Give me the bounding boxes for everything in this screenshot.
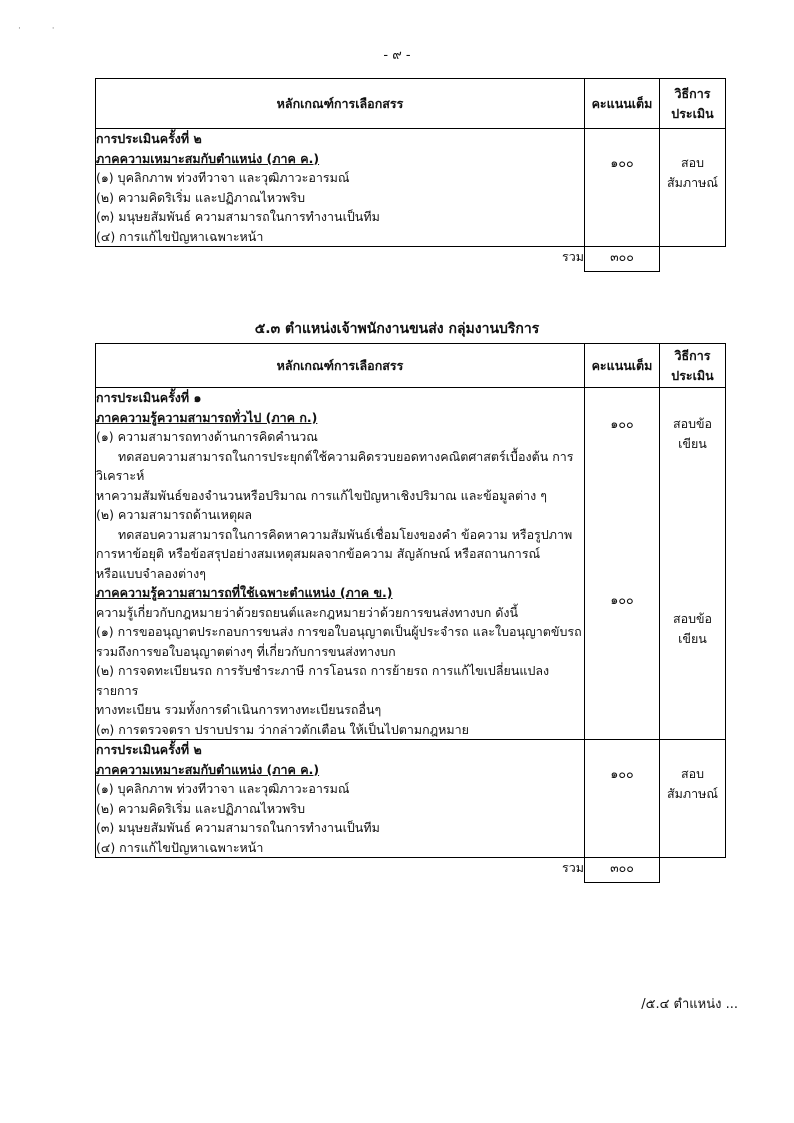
part-b-title: ภาคความรู้ความสามารถที่ใช้เฉพาะตำแหน่ง (ภาค ข.) <box>96 585 393 600</box>
part-a-item-1-desc: หาความสัมพันธ์ของจำนวนหรือปริมาณ การแก้ไขปัญหาเชิงปริมาณ และข้อมูลต่าง ๆ <box>96 487 547 503</box>
part-a-item-1: (๑) ความสามารถทางด้านการคิดคำนวณ <box>96 429 318 444</box>
method-cell <box>660 388 726 740</box>
header-method <box>660 79 726 129</box>
method-cell: สอบสัมภาษณ์ <box>660 129 726 247</box>
part-a-item-2-desc: ทดสอบความสามารถในการคิดหาความสัมพันธ์เชื่อมโยงของคำ ข้อความ หรือรูปภาพ <box>118 526 573 542</box>
header-method <box>660 344 726 388</box>
criteria-cell <box>96 129 585 247</box>
score-cell: ๑๐๐ <box>585 129 660 247</box>
header-full-score: คะแนนเต็ม <box>585 344 660 388</box>
method-cell: สอบสัมภาษณ์ <box>660 740 726 858</box>
total-label: รวม <box>96 247 585 272</box>
page-number: - ๙ - <box>383 48 411 63</box>
header-method-line2: ประเมิน <box>671 105 714 121</box>
total-row <box>96 247 726 272</box>
criteria-table-2 <box>95 343 726 883</box>
criteria-cell <box>96 740 585 858</box>
part-a-title: ภาคความรู้ความสามารถทั่วไป (ภาค ก.) <box>96 409 318 425</box>
part-b-intro: ความรู้เกี่ยวกับกฎหมายว่าด้วยรถยนต์และกฎหมายว่าด้วยการขนส่งทางบก ดังนี้ <box>96 604 519 620</box>
part-a-item-1-desc: ทดสอบความสามารถในการประยุกต์ใช้ความคิดรวบยอดทางคณิตศาสตร์เบื้องต้น การวิเคราะห์ <box>96 448 574 483</box>
header-criteria: หลักเกณฑ์การเลือกสรร <box>96 79 585 129</box>
criteria-cell <box>96 388 585 740</box>
round-title: การประเมินครั้งที่ ๒ <box>96 742 202 757</box>
part-a-item-2-desc: การหาข้อยุติ หรือข้อสรุปอย่างสมเหตุสมผลจากข้อความ สัญลักษณ์ หรือสถานการณ์ <box>96 546 541 561</box>
table-row-round2 <box>96 740 726 858</box>
header-method-line1: วิธีการ <box>674 347 711 363</box>
list-item: (๓) มนุษยสัมพันธ์ ความสามารถในการทำงานเป็นทีม <box>96 209 380 224</box>
total-row <box>96 858 726 883</box>
list-item: (๒) ความคิดริเริ่ม และปฏิภาณไหวพริบ <box>96 800 306 816</box>
part-a-item-2-desc: หรือแบบจำลองต่างๆ <box>96 565 206 581</box>
score-cell: ๑๐๐ <box>585 740 660 858</box>
part-a-item-2: (๒) ความสามารถด้านเหตุผล <box>96 507 253 522</box>
continuation-note: /๕.๔ ตำแหน่ง ... <box>641 997 738 1012</box>
part-b-method: สอบข้อเขียน <box>672 611 713 646</box>
list-item: (๔) การแก้ไขปัญหาเฉพาะหน้า <box>96 839 264 855</box>
part-b-item-3: (๓) การตรวจตรา ปราบปราม ว่ากล่าวตักเตือน ให้เป็นไปตามกฎหมาย <box>96 721 469 737</box>
score-cell <box>585 388 660 740</box>
header-full-score: คะแนนเต็ม <box>585 79 660 129</box>
part-title: ภาคความเหมาะสมกับตำแหน่ง (ภาค ค.) <box>96 761 320 777</box>
table-row-round2 <box>96 129 726 247</box>
total-value: ๓๐๐ <box>585 247 660 272</box>
part-a-score: ๑๐๐ <box>610 416 634 431</box>
header-method-line1: วิธีการ <box>674 85 711 101</box>
part-title: ภาคความเหมาะสมกับตำแหน่ง (ภาค ค.) <box>96 150 320 166</box>
part-b-item-2: (๒) การจดทะเบียนรถ การรับชำระภาษี การโอนรถ การย้ายรถ การแก้ไขเปลี่ยนแปลงรายการ <box>96 663 550 698</box>
header-criteria: หลักเกณฑ์การเลือกสรร <box>96 344 585 388</box>
header-method-line2: ประเมิน <box>671 367 714 383</box>
section-title: ๕.๓ ตำแหน่งเจ้าพนักงานขนส่ง กลุ่มงานบริการ <box>254 321 540 337</box>
scan-specks: · · <box>18 24 69 34</box>
total-value: ๓๐๐ <box>585 858 660 883</box>
table-header-row <box>96 344 726 388</box>
round-title: การประเมินครั้งที่ ๒ <box>96 131 202 146</box>
table-row-round1 <box>96 388 726 740</box>
part-b-item-2-cont: ทางทะเบียน รวมทั้งการดำเนินการทางทะเบียนรถอื่นๆ <box>96 702 382 717</box>
total-label: รวม <box>96 858 585 883</box>
list-item: (๓) มนุษยสัมพันธ์ ความสามารถในการทำงานเป็นทีม <box>96 820 380 835</box>
list-item: (๑) บุคลิกภาพ ท่วงทีวาจา และวุฒิภาวะอารมณ์ <box>96 781 350 796</box>
part-a-method: สอบข้อเขียน <box>672 416 713 451</box>
round-title: การประเมินครั้งที่ ๑ <box>96 390 202 405</box>
list-item: (๔) การแก้ไขปัญหาเฉพาะหน้า <box>96 228 264 244</box>
part-b-score: ๑๐๐ <box>610 591 634 607</box>
table-header-row <box>96 79 726 129</box>
list-item: (๑) บุคลิกภาพ ท่วงทีวาจา และวุฒิภาวะอารมณ์ <box>96 170 350 185</box>
part-b-item-1-cont: รวมถึงการขอใบอนุญาตต่างๆ ที่เกี่ยวกับการขนส่งทางบก <box>96 643 396 659</box>
list-item: (๒) ความคิดริเริ่ม และปฏิภาณไหวพริบ <box>96 189 306 205</box>
part-b-item-1: (๑) การขออนุญาตประกอบการขนส่ง การขอใบอนุญาตเป็นผู้ประจำรถ และใบอนุญาตขับรถ <box>96 624 582 639</box>
criteria-table-1 <box>95 78 726 272</box>
